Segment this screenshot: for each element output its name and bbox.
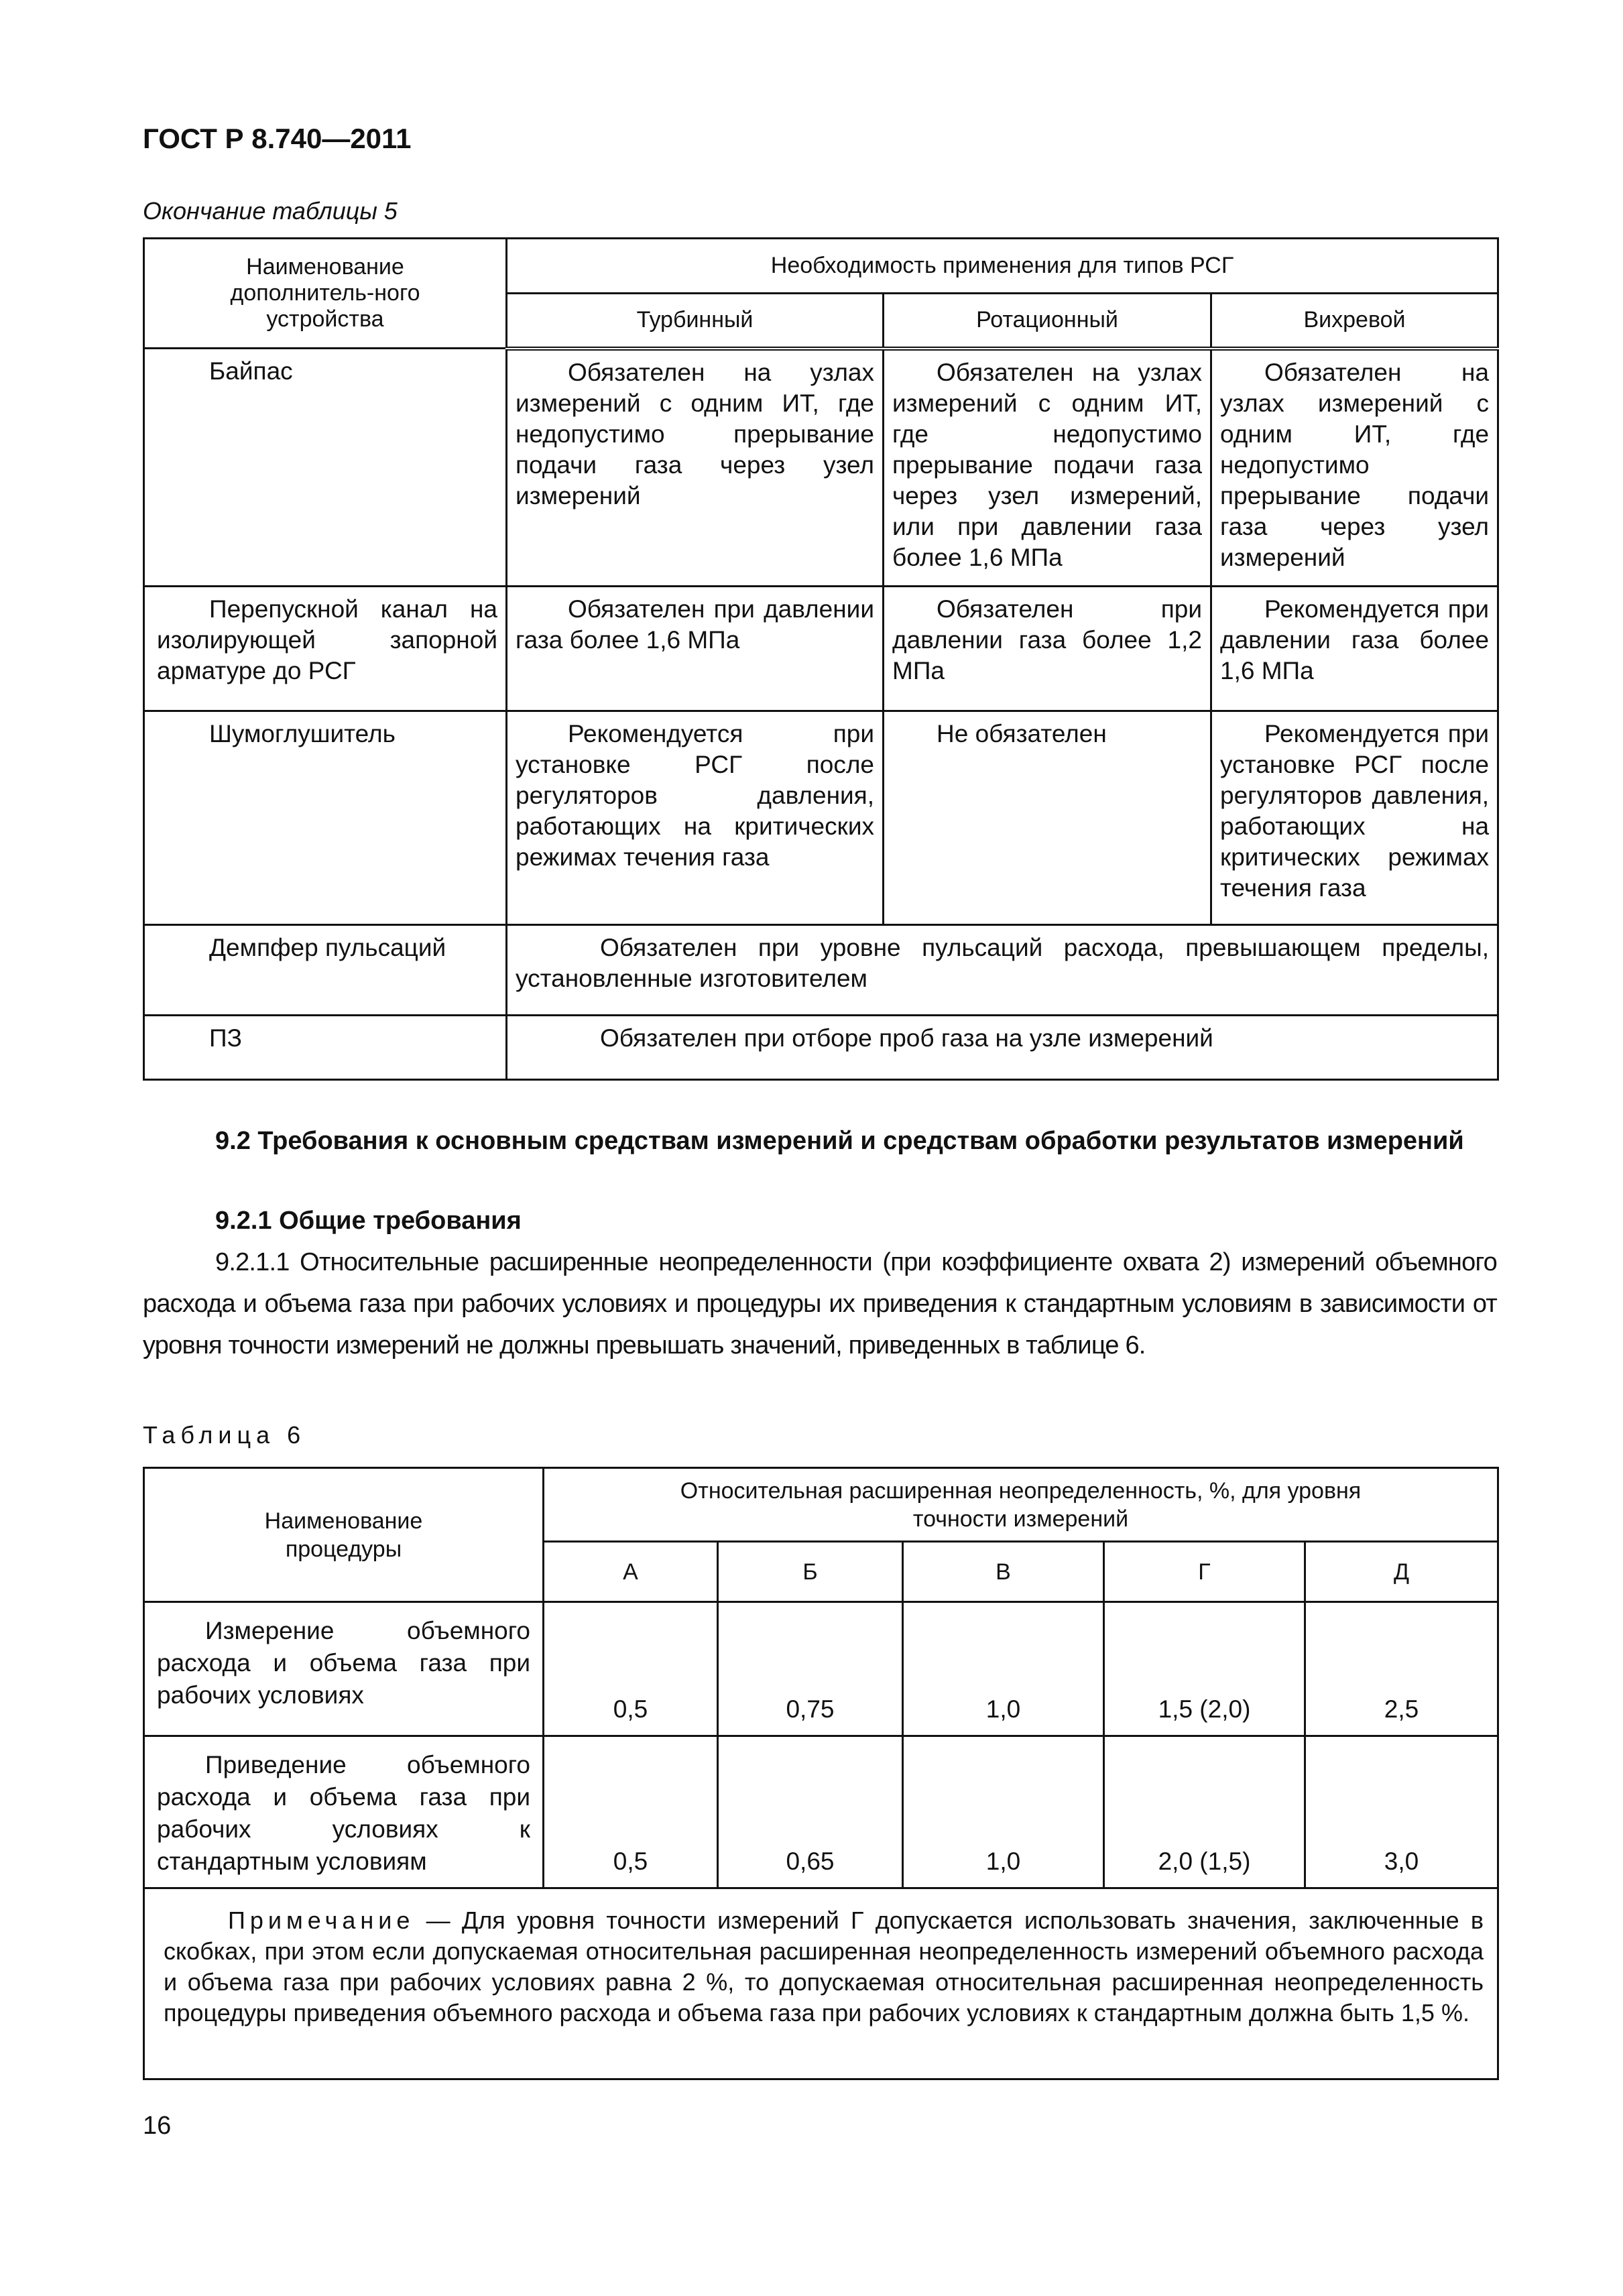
- t6-row-conversion: [144, 1736, 1498, 1888]
- t5-row-name: Перепускной канал на изолирующей запорной арматуре до РСГ: [144, 587, 507, 711]
- t6-cell: 2,0 (1,5): [1104, 1736, 1305, 1888]
- t6-header-name: Наименование процедуры: [144, 1468, 544, 1602]
- page-number: 16: [143, 2112, 172, 2140]
- t6-cell: 1,0: [903, 1602, 1104, 1736]
- t5-row-damper: [144, 925, 1498, 1016]
- subsection-title: 9.2.1 Общие требования: [215, 1207, 522, 1235]
- t5-cell: Обязателен на узлах измерений с одним ИТ, где недопустимо прерывание подачи газа через узел измерений: [1211, 349, 1498, 587]
- t6-row-name: Приведение объемного расхода и объема газа при рабочих условиях к стандартным условиям: [144, 1736, 544, 1888]
- t5-header-type-rotary: Ротационный: [884, 294, 1211, 349]
- t6-cell: 0,5: [544, 1602, 718, 1736]
- t5-cell: Рекомендуется при установке РСГ после регуляторов давления, работающих на критических режимах течения газа: [1211, 711, 1498, 925]
- t6-cell: 0,65: [718, 1736, 903, 1888]
- table-5: [143, 237, 1499, 1081]
- t6-cell: 1,0: [903, 1736, 1104, 1888]
- table-6: [143, 1467, 1499, 2080]
- document-id: ГОСТ Р 8.740—2011: [143, 123, 412, 154]
- t5-row-pz: [144, 1016, 1498, 1080]
- t5-cell: Обязателен на узлах измерений с одним ИТ, где недопустимо прерывание подачи газа через узел измерений, или при давлении газа более 1,6 МПа: [884, 349, 1211, 587]
- t5-header-type-turbine: Турбинный: [507, 294, 884, 349]
- t5-row-bypass: [144, 349, 1498, 587]
- paragraph: 9.2.1.1 Относительные расширенные неопределенности (при коэффициенте охвата 2) измерений объемного расхода и объема газа при рабочих условиях и процедуры их приведения к стандартным условиям в зависимости от уровня точности измерений не должны превышать значений, приведенных в таблице 6.: [143, 1248, 1497, 1360]
- t5-header-type-vortex: Вихревой: [1211, 294, 1498, 349]
- t6-row-name: Измерение объемного расхода и объема газа при рабочих условиях: [144, 1602, 544, 1736]
- t5-row-name: Байпас: [144, 349, 507, 587]
- t5-cell-merged: Обязателен при отборе проб газа на узле измерений: [507, 1016, 1498, 1080]
- t5-cell: Обязателен при давлении газа более 1,6 МПа: [507, 587, 884, 711]
- t6-cell: 3,0: [1305, 1736, 1498, 1888]
- t5-cell: Рекомендуется при установке РСГ после регуляторов давления, работающих на критических режимах течения газа: [507, 711, 884, 925]
- t6-header-level-g: Г: [1104, 1542, 1305, 1602]
- t5-row-name: ПЗ: [144, 1016, 507, 1080]
- t5-row-name: Шумоглушитель: [144, 711, 507, 925]
- t6-note: [144, 1888, 1498, 2079]
- t5-cell: Обязателен при давлении газа более 1,2 МПа: [884, 587, 1211, 711]
- t5-row-name: Демпфер пульсаций: [144, 925, 507, 1016]
- t5-row-silencer: [144, 711, 1498, 925]
- t5-header-name: Наименование дополнитель-ного устройства: [144, 239, 507, 349]
- t5-cell: Рекомендуется при давлении газа более 1,6 МПа: [1211, 587, 1498, 711]
- t6-header-level-d: Д: [1305, 1542, 1498, 1602]
- note-label: Примечание: [228, 1907, 415, 1934]
- t6-cell: 1,5 (2,0): [1104, 1602, 1305, 1736]
- t6-cell: 0,5: [544, 1736, 718, 1888]
- t6-header-level-v: В: [903, 1542, 1104, 1602]
- t6-row-measurement: [144, 1602, 1498, 1736]
- t5-cell: Не обязателен: [884, 711, 1211, 925]
- t6-header-group: Относительная расширенная неопределенность, %, для уровня точности измерений: [544, 1468, 1498, 1542]
- t5-cell-merged: Обязателен при уровне пульсаций расхода, превышающем пределы, установленные изготовителем: [507, 925, 1498, 1016]
- t6-header-level-a: А: [544, 1542, 718, 1602]
- table-6-caption: Таблица 6: [143, 1421, 306, 1449]
- section-title: 9.2 Требования к основным средствам измерений и средствам обработки результатов измерений: [215, 1127, 1464, 1155]
- t5-row-relief-channel: [144, 587, 1498, 711]
- t6-header-level-b: Б: [718, 1542, 903, 1602]
- t6-row-note: [144, 1888, 1498, 2079]
- t6-cell: 0,75: [718, 1602, 903, 1736]
- t5-cell: Обязателен на узлах измерений с одним ИТ, где недопустимо прерывание подачи газа через узел измерений: [507, 349, 884, 587]
- table-continuation-caption: Окончание таблицы 5: [143, 197, 398, 225]
- t6-cell: 2,5: [1305, 1602, 1498, 1736]
- note-text: — Для уровня точности измерений Г допускается использовать значения, заключенные в скобках, при этом если допускаемая относительная расширенная неопределенность измерений объемного расхода и объема газа при рабочих условиях равна 2 %, то допускаемая относительная расширенная неопределенность процедуры приведения объемного расхода и объема газа при рабочих условиях к стандартным должна быть 1,5 %.: [164, 1907, 1484, 2027]
- t5-header-group: Необходимость применения для типов РСГ: [507, 239, 1498, 294]
